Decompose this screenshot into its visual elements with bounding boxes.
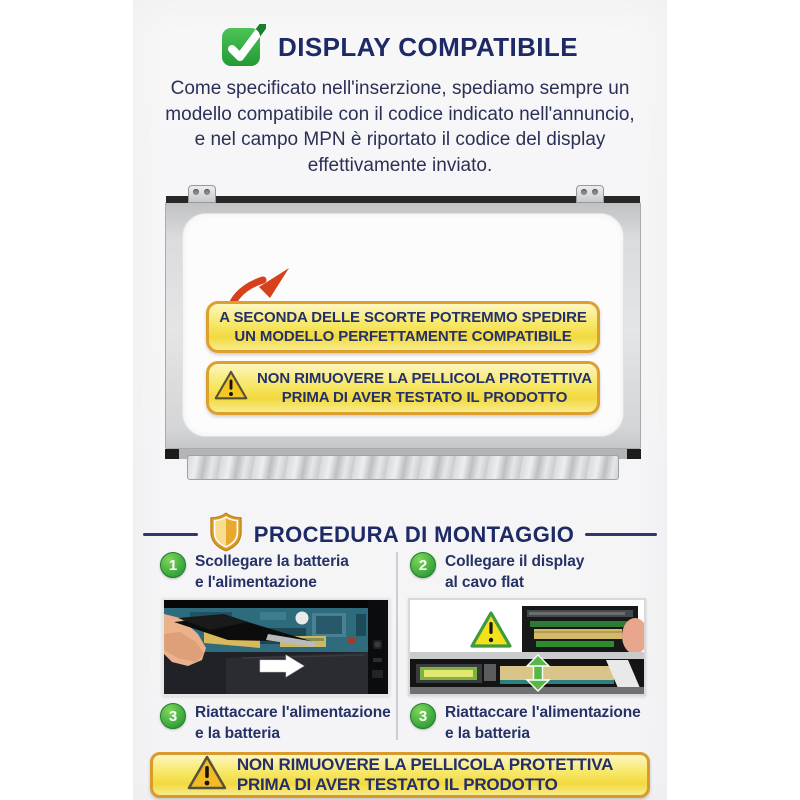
intro-text xyxy=(133,76,667,178)
divider-line xyxy=(585,533,657,536)
content-card xyxy=(133,0,667,800)
step-number-badge: 3 xyxy=(160,703,186,729)
step-3-right-label: Riattaccare l'alimentazione e la batteria xyxy=(445,704,641,742)
disconnect-battery-photo xyxy=(162,598,390,696)
film-warning-box xyxy=(206,361,600,415)
connect-display-flat-cable-photo xyxy=(408,598,646,696)
film-warning-text: NON RIMUOVERE LA PELLICOLA PROTETTIVA PRIMA DI AVER TESTATO IL PRODOTTO xyxy=(257,370,592,406)
lcd-panel-foil-strip xyxy=(187,455,619,480)
procedure-title: PROCEDURA DI MONTAGGIO xyxy=(253,521,575,547)
step-number-badge: 1 xyxy=(160,552,186,578)
intro-line: e nel campo MPN è riportato il codice del display xyxy=(194,129,606,150)
step-3-right xyxy=(410,702,641,744)
step-number-badge: 3 xyxy=(410,703,436,729)
intro-line: Come specificato nell'inserzione, spediamo sempre un xyxy=(170,78,630,99)
step-number-badge: 2 xyxy=(410,552,436,578)
divider-line xyxy=(143,533,198,536)
footer-warning-box xyxy=(150,752,650,798)
intro-line: effettivamente inviato. xyxy=(307,154,493,176)
warning-triangle-icon xyxy=(214,370,248,406)
step-1 xyxy=(160,551,349,593)
column-divider xyxy=(396,552,398,740)
stock-notice-box xyxy=(206,301,600,353)
step-2 xyxy=(410,551,584,593)
step-2-label: Collegare il display al cavo flat xyxy=(445,553,585,591)
header xyxy=(133,24,667,71)
stock-notice-text: A SECONDA DELLE SCORTE POTREMMO SPEDIRE UN MODELLO PERFETTAMENTE COMPATIBILE xyxy=(219,309,587,345)
mounting-bracket-left xyxy=(188,185,216,203)
warning-triangle-icon xyxy=(187,755,227,796)
lcd-panel-figure xyxy=(165,185,641,480)
lcd-panel-top-strip xyxy=(166,196,640,203)
intro-line: modello compatibile con il codice indicato nell'annuncio, xyxy=(165,103,635,125)
footer-warning-text: NON RIMUOVERE LA PELLICOLA PROTETTIVA PRIMA DI AVER TESTATO IL PRODOTTO xyxy=(236,755,614,794)
mounting-bracket-right xyxy=(576,185,604,203)
page-title: DISPLAY COMPATIBILE xyxy=(278,32,578,62)
checkmark-icon xyxy=(222,24,266,71)
step-3-left xyxy=(160,702,391,744)
step-1-label: Scollegare la batteria e l'alimentazione xyxy=(195,553,349,591)
step-3-left-label: Riattaccare l'alimentazione e la batteria xyxy=(195,704,391,742)
